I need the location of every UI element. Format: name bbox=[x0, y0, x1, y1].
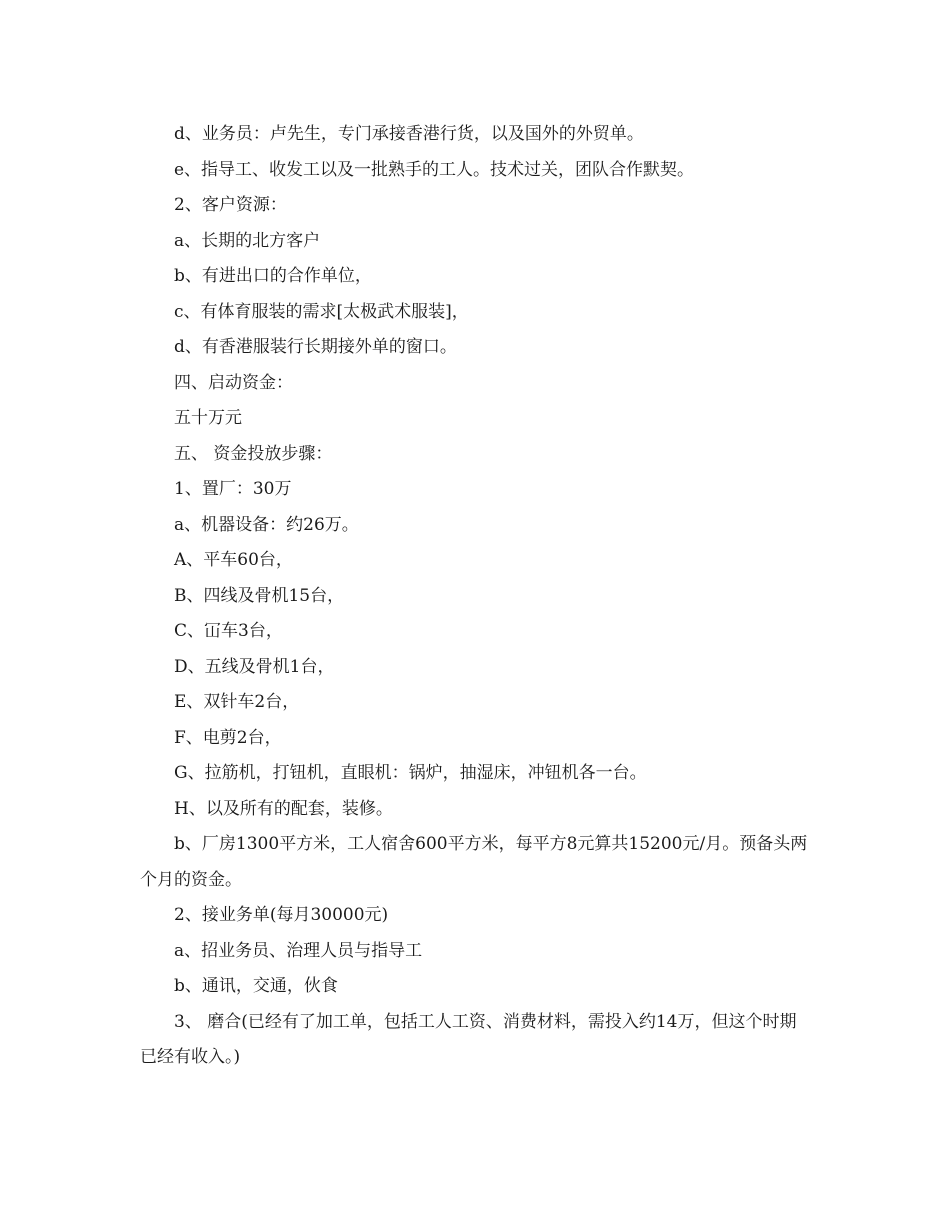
paragraph-running-in: 3、 磨合(已经有了加工单，包括工人工资、消费材料，需投入约14万，但这个时期已经有收入。) bbox=[140, 1011, 797, 1067]
list-item-coverstitch-machines: C、冚车3台， bbox=[174, 621, 283, 641]
paragraph-expenses: b、通讯，交通，伙食 bbox=[174, 976, 338, 996]
paragraph-machinery: a、机器设备：约26万。 bbox=[174, 514, 359, 535]
document-body bbox=[140, 117, 808, 1076]
paragraph-import-export: b、有进出口的合作单位， bbox=[174, 266, 372, 286]
list-item-fittings: H、以及所有的配套，装修。 bbox=[174, 798, 393, 819]
paragraph-hiring: a、招业务员、治理人员与指导工 bbox=[174, 940, 423, 961]
paragraph-hongkong-orders: d、有香港服装行长期接外单的窗口。 bbox=[174, 337, 457, 357]
paragraph-premises: b、厂房1300平方米，工人宿舍600平方米，每平方8元算共15200元/月。预备头两个月的资金。 bbox=[140, 834, 808, 890]
section-heading-investment-steps: 五、 资金投放步骤： bbox=[174, 443, 333, 464]
paragraph-factory-setup: 1、置厂：30万 bbox=[174, 479, 292, 499]
paragraph-northern-customers: a、长期的北方客户 bbox=[174, 230, 321, 251]
paragraph-workers: e、指导工、收发工以及一批熟手的工人。技术过关，团队合作默契。 bbox=[174, 159, 695, 180]
list-item-five-thread-machine: D、五线及骨机1台， bbox=[174, 656, 335, 677]
paragraph-sportswear: c、有体育服装的需求[太极武术服装]， bbox=[174, 301, 469, 322]
list-item-misc-machines: G、拉筋机，打钮机，直眼机：锅炉，抽湿床，冲钮机各一台。 bbox=[174, 763, 647, 783]
section-heading-customer-resources: 2、客户资源： bbox=[174, 195, 287, 215]
list-item-electric-cutter: F、电剪2台， bbox=[174, 727, 282, 748]
paragraph-business-orders: 2、接业务单(每月30000元) bbox=[174, 905, 389, 925]
list-item-overlock-machines: B、四线及骨机15台， bbox=[174, 585, 345, 606]
section-heading-startup-capital: 四、启动资金： bbox=[174, 372, 293, 393]
list-item-double-needle: E、双针车2台， bbox=[174, 692, 300, 712]
paragraph-salesman: d、业务员：卢先生，专门承接香港行货，以及国外的外贸单。 bbox=[174, 124, 644, 144]
paragraph-capital-amount: 五十万元 bbox=[174, 408, 242, 428]
list-item-flat-machines: A、平车60台， bbox=[174, 550, 293, 570]
